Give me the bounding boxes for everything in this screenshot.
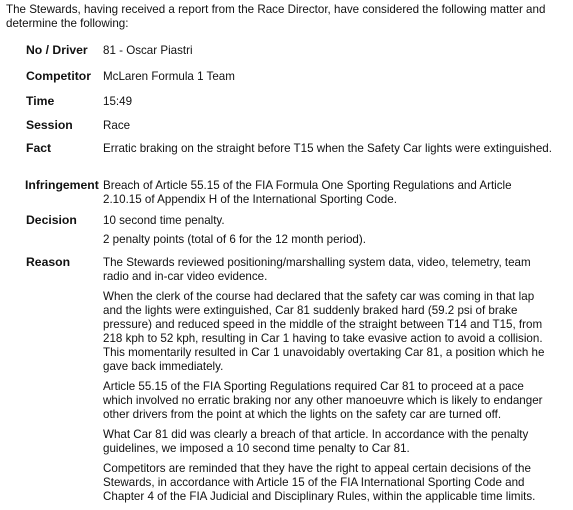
- reason-label: Reason: [26, 255, 71, 269]
- infringement-label: Infringement: [25, 178, 99, 192]
- decision-value: [103, 214, 366, 253]
- time-value: 15:49: [103, 95, 133, 108]
- session-value: Race: [103, 119, 131, 132]
- reason-paragraph: What Car 81 did was clearly a breach of that article. In accordance with the penalty guidelines, we imposed a 10 second time penalty to Car 81.: [103, 428, 529, 455]
- fact-value: Erratic braking on the straight before T15 when the Safety Car lights were extinguished.: [103, 142, 552, 155]
- reason-paragraph: Article 55.15 of the FIA Sporting Regulations required Car 81 to proceed at a pace which involved no erratic braking nor any other manoeuvre which is likely to endanger other drivers from the point at which the lights on the safety car are turned off.: [103, 380, 543, 421]
- competitor-value: McLaren Formula 1 Team: [103, 70, 235, 83]
- no-driver-value: 81 - Oscar Piastri: [103, 44, 193, 57]
- no-driver-label: No / Driver: [26, 43, 88, 57]
- fact-label: Fact: [26, 141, 52, 155]
- decision-line: 10 second time penalty.: [103, 214, 225, 227]
- competitor-label: Competitor: [26, 69, 91, 83]
- reason-paragraph: The Stewards reviewed positioning/marshalling system data, video, telemetry, team radio and in-car video evidence.: [103, 256, 531, 283]
- reason-paragraph: Competitors are reminded that they have the right to appeal certain decisions of the Stewards, in accordance with Article 15 of the FIA International Sporting Code and Chapter 4 of the FIA Judicial and Disciplinary Rules, within the applicable time limits.: [103, 462, 536, 503]
- intro-text: The Stewards, having received a report from the Race Director, have considered the following matter and determine the following:: [6, 3, 546, 30]
- decision-line: 2 penalty points (total of 6 for the 12 month period).: [103, 233, 366, 246]
- time-label: Time: [26, 94, 55, 108]
- infringement-value: Breach of Article 55.15 of the FIA Formula One Sporting Regulations and Article 2.10.15 of Appendix H of the International Sporting Code.: [103, 179, 512, 206]
- reason-value: [103, 256, 555, 510]
- session-label: Session: [26, 118, 73, 132]
- decision-label: Decision: [26, 213, 77, 227]
- reason-paragraph: When the clerk of the course had declared that the safety car was coming in that lap and the lights were extinguished, Car 81 suddenly braked hard (59.2 psi of brake pressure) and reduced speed in the middle of the straight between T14 and T15, from 218 kph to 52 kph, resulting in Car 1 having to take evasive action to avoid a collision. This momentarily resulted in Car 1 unavoidably overtaking Car 81, a position which he gave back immediately.: [103, 290, 545, 373]
